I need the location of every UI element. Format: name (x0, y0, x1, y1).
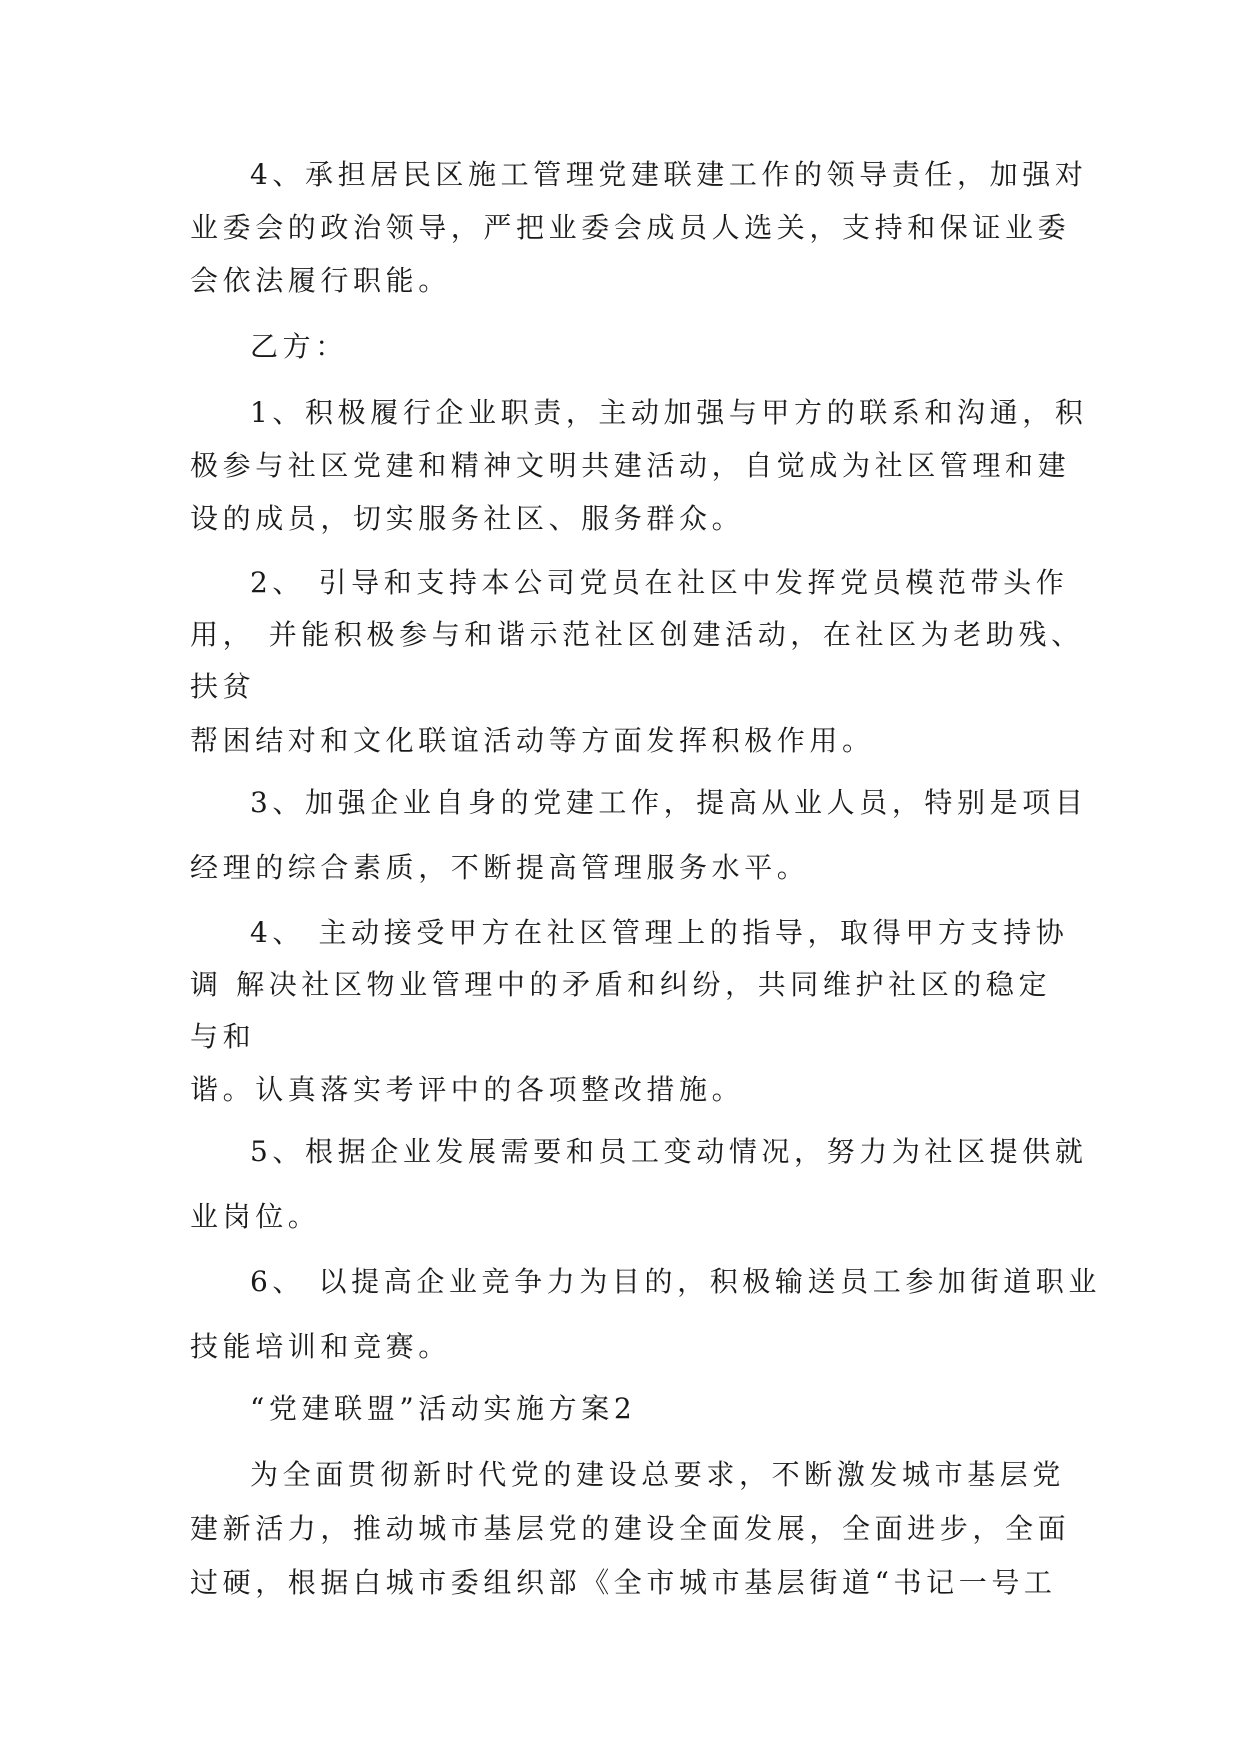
text-line: 5、根据企业发展需要和员工变动情况，努力为社区提供就 (250, 1135, 1088, 1168)
text-line: 帮困结对和文化联谊活动等方面发挥积极作用。 (190, 724, 875, 757)
section-heading: “党建联盟”活动实施方案2 (250, 1392, 637, 1425)
text-line: 会依法履行职能。 (190, 264, 451, 297)
text-line: 乙方： (250, 330, 348, 363)
text-line: 3、加强企业自身的党建工作，提高从业人员，特别是项目 (250, 786, 1088, 819)
text-line: 用， 并能积极参与和谐示范社区创建活动，在社区为老助残、 (190, 618, 1084, 651)
text-line: 为全面贯彻新时代党的建设总要求，不断激发城市基层党 (250, 1458, 1066, 1491)
text-line: 4、承担居民区施工管理党建联建工作的领导责任，加强对 (250, 158, 1088, 191)
text-line: 技能培训和竞赛。 (190, 1330, 451, 1363)
text-line: 设的成员，切实服务社区、服务群众。 (190, 502, 745, 535)
text-line: 6、 以提高企业竞争力为目的，积极输送员工参加街道职业 (250, 1265, 1101, 1298)
text-line: 与和 (190, 1020, 256, 1053)
text-line: 调 解决社区物业管理中的矛盾和纠纷，共同维护社区的稳定 (190, 968, 1052, 1001)
text-line: 谐。认真落实考评中的各项整改措施。 (190, 1073, 745, 1106)
text-line: 极参与社区党建和精神文明共建活动，自觉成为社区管理和建 (190, 449, 1071, 482)
text-line: 经理的综合素质，不断提高管理服务水平。 (190, 851, 810, 884)
text-line: 过硬，根据白城市委组织部《全市城市基层街道“书记一号工 (190, 1566, 1057, 1599)
text-line: 4、 主动接受甲方在社区管理上的指导，取得甲方支持协 (250, 916, 1069, 949)
text-line: 业岗位。 (190, 1200, 321, 1233)
text-line: 1、积极履行企业职责，主动加强与甲方的联系和沟通，积 (250, 396, 1088, 429)
text-line: 扶贫 (190, 670, 256, 703)
text-line: 业委会的政治领导，严把业委会成员人选关，支持和保证业委 (190, 211, 1071, 244)
text-line: 建新活力，推动城市基层党的建设全面发展，全面进步，全面 (190, 1512, 1071, 1545)
text-line: 2、 引导和支持本公司党员在社区中发挥党员模范带头作 (250, 566, 1069, 599)
